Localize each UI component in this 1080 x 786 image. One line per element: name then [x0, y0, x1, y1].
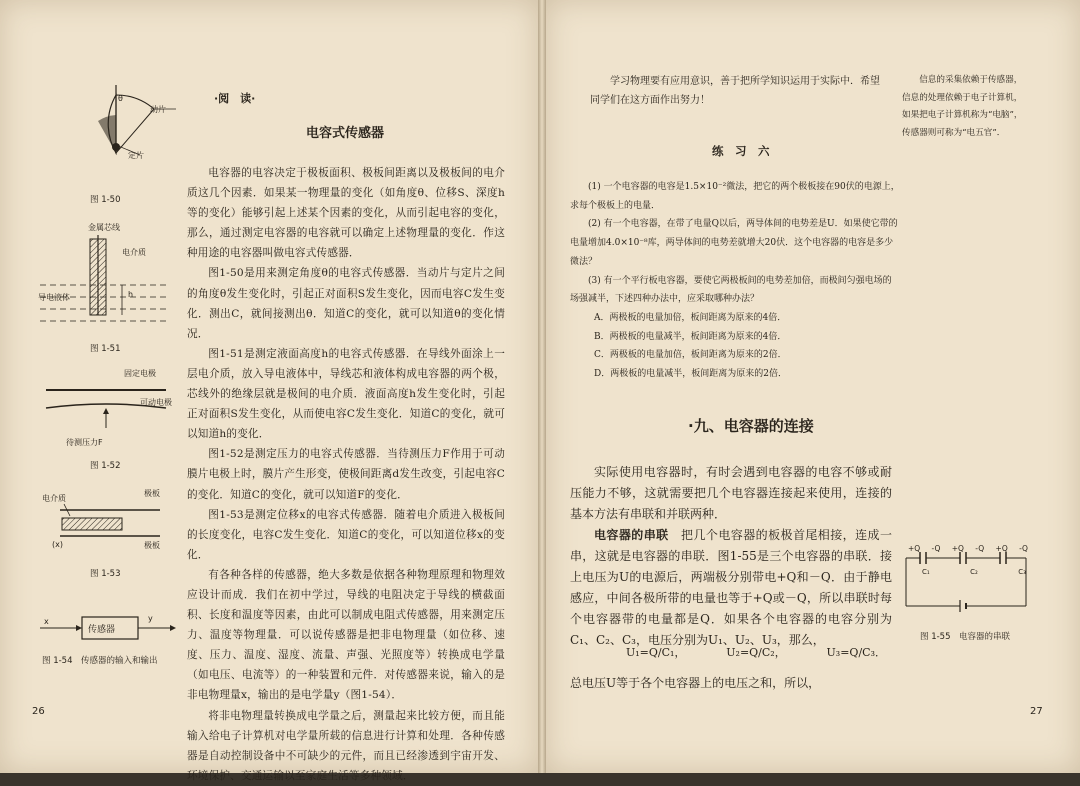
- article-body: [187, 163, 505, 786]
- fig55-c-labels: [922, 568, 1026, 576]
- fig51-liquid-label: 导电液体: [38, 293, 70, 302]
- fig-1-51-diagram: [40, 235, 180, 330]
- exercise-item: (1) 一个电容器的电容是1.5×10⁻²微法，把它的两个极板接在90伏的电源上，求每个极板上的电量．: [570, 182, 900, 211]
- side-note-line: 传感器则可称为“电五官”．: [902, 127, 1006, 138]
- formula-u1: U₁=Q/C₁，: [626, 646, 686, 659]
- article-paragraph: 有各种各样的传感器，绝大多数是依据各种物理原理和物理效应设计而成．我们在初中学过，导线的电阻决定于导线的横截面积、长度和温度等因素，由此可以制成电阻式传感器，用来测定压力、温度等物理量．可以说传感器是把非电物理量（如位移、速度、压力、温度、湿度、流量、声强、光照度等）转换成电学量（如电压、电流等）的一种装置和元件．对传感器来说，输入的是非电物理量x，输出的是电学量y（图1-54）．: [187, 568, 505, 702]
- side-note: [902, 72, 1076, 142]
- fig54-sensor-label: 传感器: [88, 625, 116, 635]
- page-number-left: 26: [32, 706, 45, 717]
- fig51-caption: 图 1-51: [90, 344, 121, 354]
- exercise-option: C．两极板的电量加倍，板间距离为原来的2倍．: [594, 350, 787, 361]
- fig54-caption: 图 1-54 传感器的输入和输出: [42, 656, 158, 666]
- formula-row: [626, 644, 886, 660]
- exercise-option: D．两极板的电量减半，板间距离为原来的2倍．: [594, 369, 787, 380]
- side-note-line: 信息的采集依赖于传感器，: [919, 75, 1023, 85]
- article-paragraph: 图1-53是测定位移x的电容式传感器．随着电介质进入极板间的长度变化，电容C发生变化．知道C的变化，可以知道位移x的变化．: [187, 508, 505, 561]
- fig53-caption: 图 1-53: [90, 569, 121, 579]
- intro-line: 学习物理要有应用意识，善于把所学知识运用于实际中．希望: [610, 76, 880, 87]
- charge-label: -Q: [931, 544, 941, 553]
- charge-label: +Q: [951, 544, 964, 553]
- capacitor-label: C₃: [1018, 568, 1026, 576]
- charge-label: -Q: [975, 544, 985, 553]
- side-note-line: 如果把电子计算机称为“电脑”，: [902, 110, 1023, 120]
- charge-label: -Q: [1019, 544, 1028, 553]
- article-paragraph: 图1-50是用来测定角度θ的电容式传感器．当动片与定片之间的角度θ发生变化时，引起正对面积S发生变化，因而电容C发生变化．测出C，就间接测出θ．知道C的变化，就可以知道θ的变化情况．: [187, 267, 505, 340]
- charge-label: +Q: [908, 544, 921, 553]
- closing-line: 总电压U等于各个电容器上的电压之和，所以，: [570, 676, 821, 690]
- exercise-title: 练 习 六: [712, 144, 770, 158]
- exercise-option: A．两极板的电量加倍，板间距离为原来的4倍．: [594, 312, 787, 323]
- fig54-out-label: y: [148, 614, 153, 623]
- fig52-force-label: 待测压力F: [66, 438, 103, 447]
- fig54-in-label: x: [44, 617, 49, 626]
- series-term: 电容器的串联: [594, 528, 669, 542]
- fig-1-55-circuit: [906, 552, 1036, 612]
- charge-label: +Q: [995, 544, 1008, 553]
- fig52-caption: 图 1-52: [90, 461, 121, 471]
- fig51-h-label: h: [128, 290, 134, 299]
- capacitor-label: C₁: [922, 568, 930, 576]
- article-paragraph: 图1-51是测定液面高度h的电容式传感器．在导线外面涂上一层电介质，放入导电液体中，导线芯和液体构成电容器的两个极，芯线外的绝缘层就是极间的电介质．液面高度h发生变化时，引起正对面积S发生变化，从而使电容C发生变化．知道C的变化，就可以知道h的变化．: [187, 347, 505, 441]
- fig52-fixed-label: 固定电极: [124, 369, 156, 378]
- article-paragraph: 图1-52是测定压力的电容式传感器．当待测压力F作用于可动膜片电极上时，膜片产生形变，使极间距离d发生改变，引起电容C的变化．知道C的变化，就可以知道F的变化．: [187, 448, 505, 501]
- intro-line: 同学们在这方面作出努力！: [590, 95, 710, 106]
- fig55-caption: 图 1-55 电容器的串联: [920, 632, 1010, 642]
- fig51-core-label: 金属芯线: [88, 223, 120, 232]
- reading-tag: ·阅 读·: [214, 92, 256, 105]
- exercise-item: (3) 有一个平行板电容器，要使它两极板间的电势差加倍，而极间匀强电场的场强减半，下述四种办法中，应采取哪种办法？: [570, 275, 892, 305]
- left-page: [0, 0, 538, 782]
- article-paragraph: 将非电物理量转换成电学量之后，测量起来比较方便，而且能输入给电子计算机对电学量所载的信息进行计算和处理．各种传感器是自动控制设备中不可缺少的元件，而且已经渗透到宇宙开发、环境保护、交通运输以至家庭生活等多种领域．: [187, 709, 505, 782]
- fig53-dielectric-label: 电介质: [42, 494, 66, 503]
- section-body: [570, 462, 892, 651]
- right-page: [546, 0, 1080, 773]
- side-note-line: 信息的处理依赖于电子计算机，: [902, 92, 1023, 103]
- section-title: ·九、电容器的连接: [688, 417, 814, 435]
- series-paragraph: [570, 525, 892, 651]
- exercise-item: (2) 有一个电容器，在带了电量Q以后，两导体间的电势差是U．如果使它带的电量增加4.0×10⁻⁸库，两导体间的电势差就增大20伏．这个电容器的电容是多少微法？: [570, 219, 898, 267]
- fig50-fixed-label: 定片: [128, 151, 144, 160]
- book-gutter: [538, 0, 546, 773]
- series-text: 把几个电容器的板极首尾相接，连成一串，这就是电容器的串联．图1-55是三个电容器的串联．接上电压为U的电源后，两端极分别带电+Q和－Q．由于静电感应，中间各极所带的电量也等于+Q或－Q，所以串联时每个电容器带的电量都是Q．如果各个电容器的电容分别为C₁、C₂、C₃，电压分别为U₁、U₂、U₃，那么，: [570, 528, 892, 647]
- fig50-moving-label: 动片: [150, 105, 166, 114]
- fig53-plate-bottom-label: 极板: [144, 541, 160, 550]
- page-number-right: 27: [1030, 706, 1043, 717]
- exercise-option: B．两极板的电量减半，板间距离为原来的4倍．: [594, 331, 787, 342]
- article-title: 电容式传感器: [306, 126, 385, 141]
- fig50-theta-label: θ: [118, 94, 123, 103]
- article-paragraph: 电容器的电容决定于极板面积、极板间距离以及极板间的电介质这几个因素．如果某一物理量的变化（如角度θ、位移S、深度h等的变化）能够引起上述某个因素的变化，从而引起电容的变化，那么，通过测定电容器的电容就可以确定上述物理量的变化．作这种用途的电容器叫做电容式传感器．: [187, 167, 505, 260]
- fig51-dielectric-label: 电介质: [122, 248, 146, 257]
- formula-u2: U₂=Q/C₂，: [726, 646, 786, 659]
- exercise-list: [570, 178, 900, 384]
- fig52-moving-label: 可动电极: [140, 398, 172, 407]
- capacitor-label: C₂: [970, 568, 978, 576]
- formula-u3: U₃=Q/C₃．: [826, 646, 886, 659]
- fig53-plate-top-label: 极板: [144, 489, 160, 498]
- body-paragraph: 实际使用电容器时，有时会遇到电容器的电容不够或耐压能力不够，这就需要把几个电容器连接起来使用，连接的基本方法有串联和并联两种．: [570, 465, 892, 521]
- intro-text: [590, 72, 910, 110]
- fig53-x-label: (x): [52, 540, 63, 549]
- fig-1-50-diagram: [80, 85, 180, 185]
- fig50-caption: 图 1-50: [90, 195, 121, 205]
